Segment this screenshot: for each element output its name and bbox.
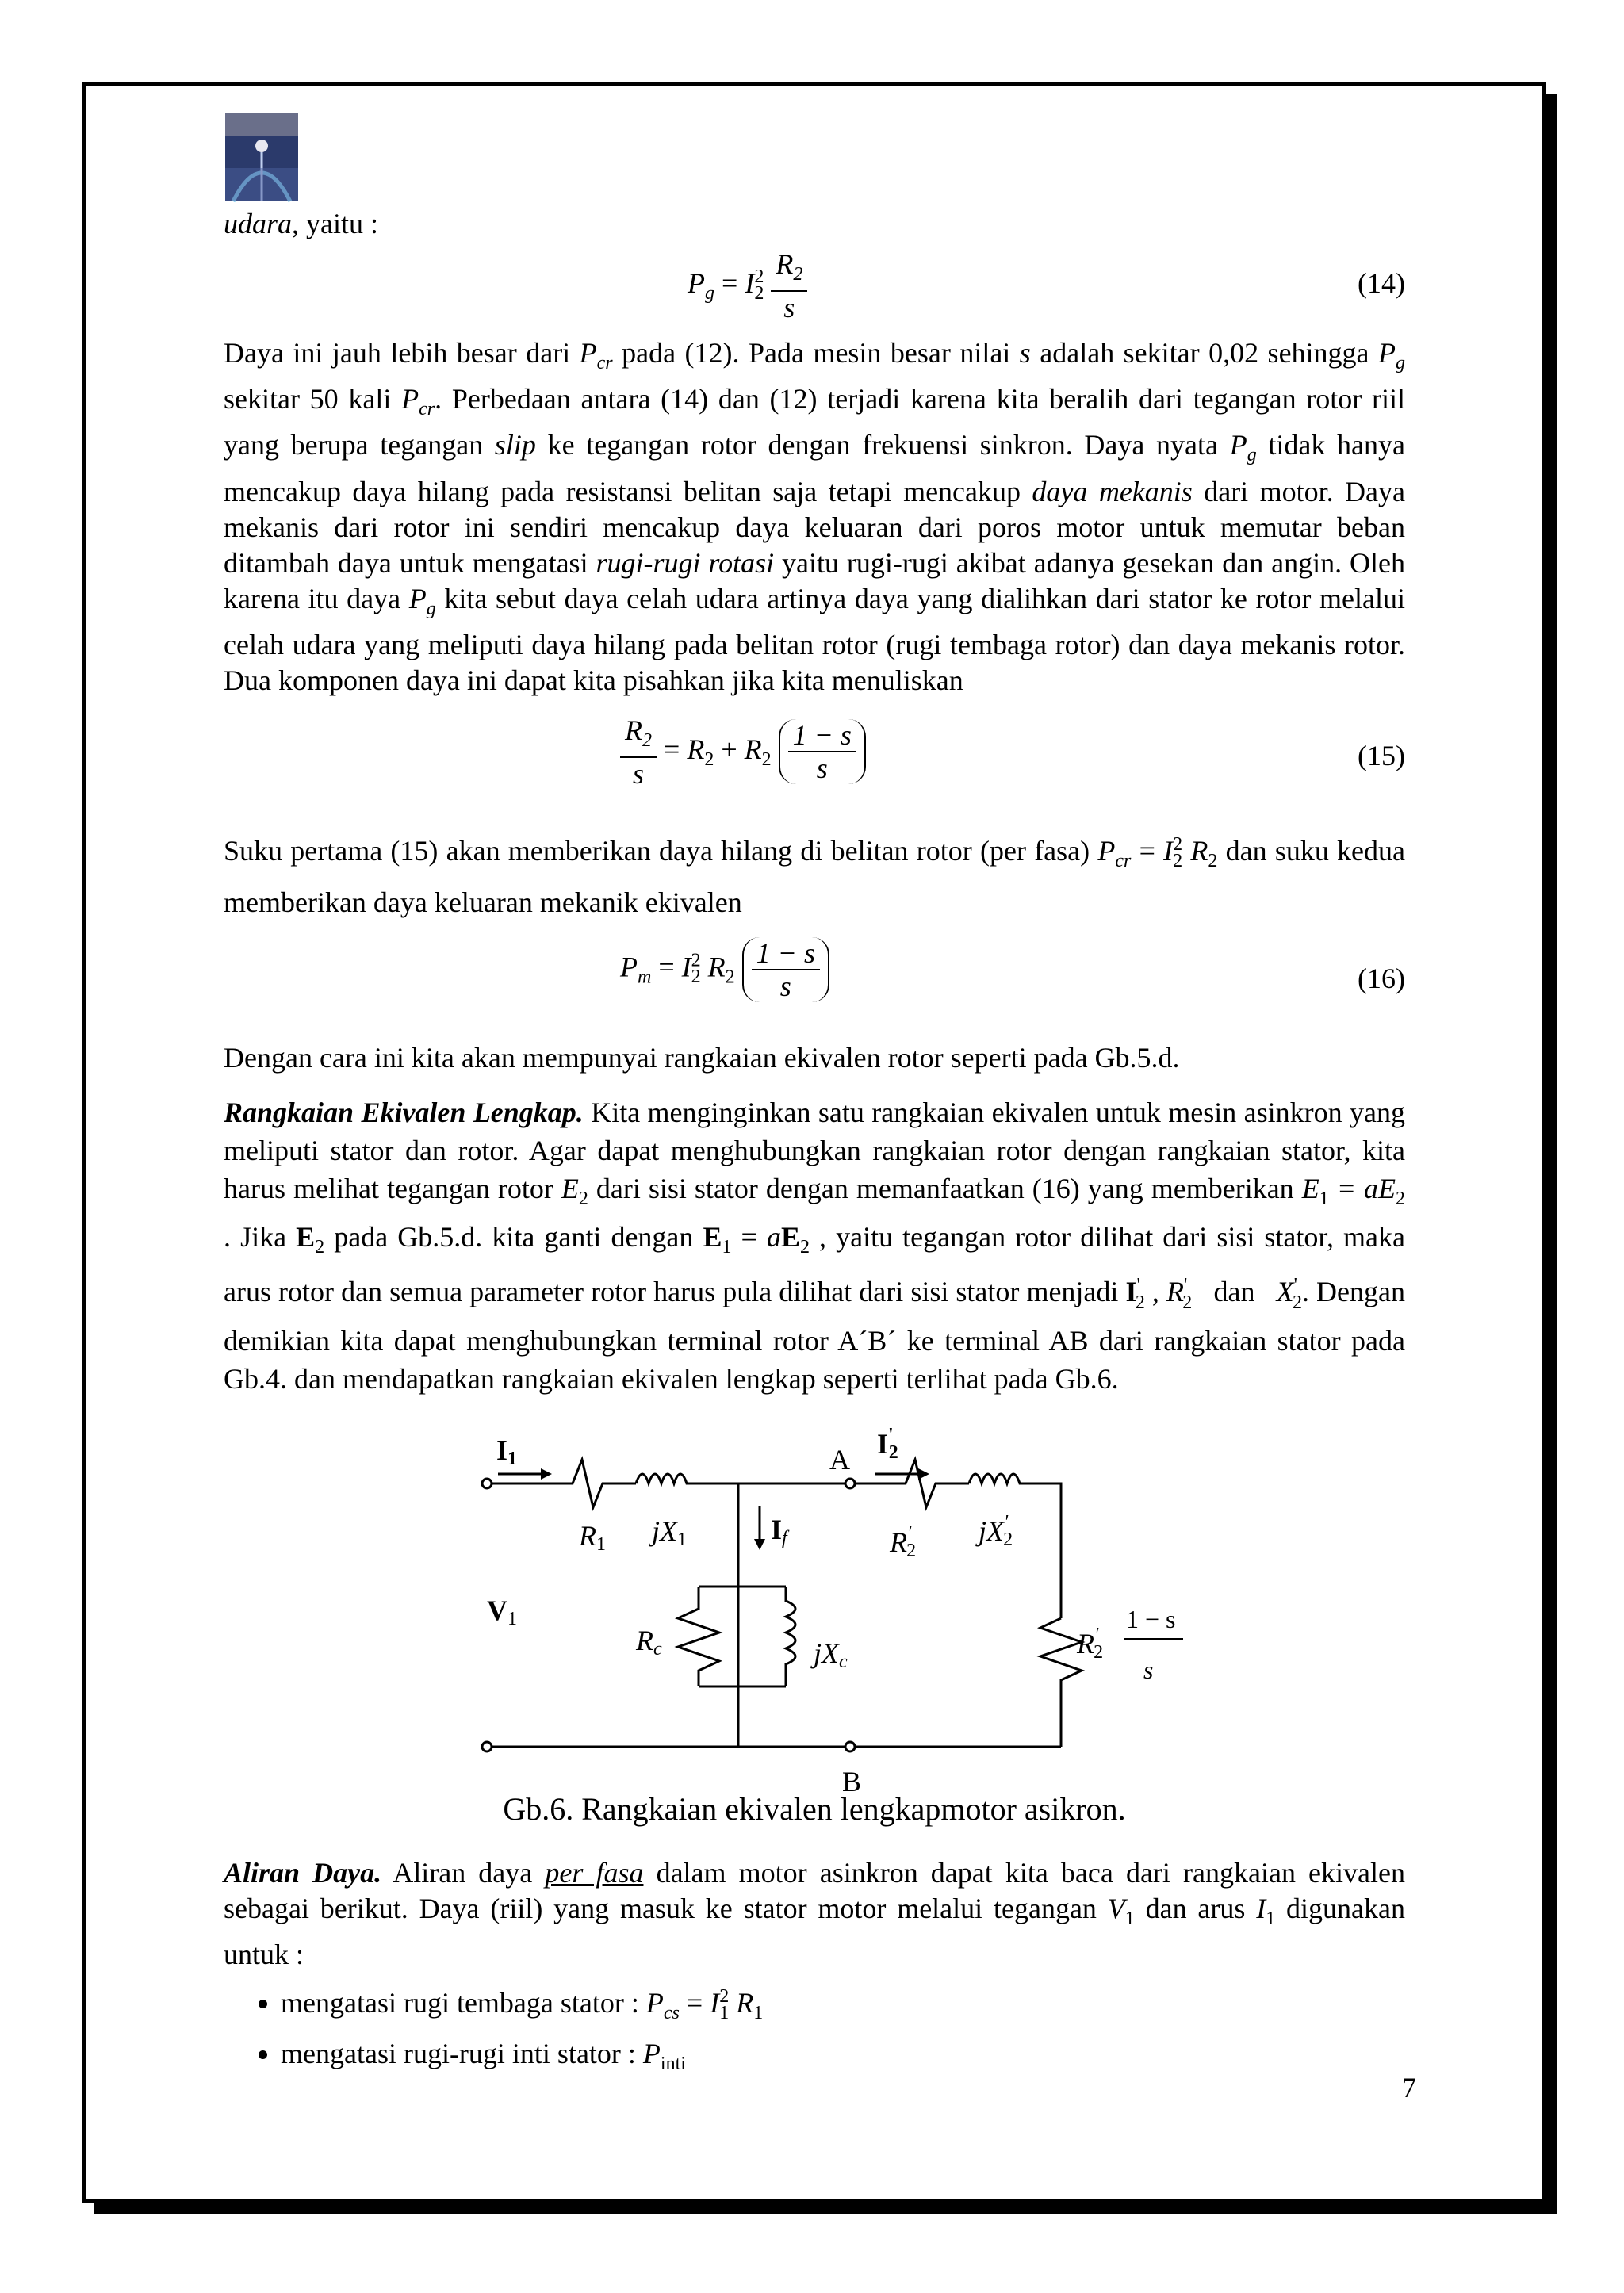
label-i2: I' 2	[877, 1424, 898, 1463]
label-rc: Rc	[636, 1624, 662, 1659]
resistor-rc	[678, 1587, 719, 1686]
eq15-equals: =	[664, 733, 680, 765]
equation-14	[224, 242, 1405, 331]
label-node-a: A	[829, 1443, 850, 1476]
node-b-dot	[845, 1742, 855, 1751]
label-jxc: jXc	[814, 1636, 848, 1672]
label-v1: V1	[487, 1594, 517, 1629]
eq14-lhs-sub: g	[705, 283, 714, 304]
label-node-b: B	[842, 1765, 862, 1797]
eq15-term2: R	[744, 733, 762, 765]
paragraph-rotor-equivalent: Dengan cara ini kita akan mempunyai rangkaian ekivalen rotor seperti pada Gb.5.d.	[224, 1041, 1180, 1074]
label-jx1: jX1	[652, 1514, 687, 1550]
eq14-denominator: s	[783, 292, 795, 324]
label-if: If	[771, 1513, 787, 1548]
eq15-body: $\frac{R_2}{s}$ = $R_2 + R_2$ $\frac{1 - s}{s}$	[620, 714, 866, 790]
eq14-numerator-sub: 2	[793, 264, 803, 285]
label-load-den: s	[1143, 1655, 1154, 1684]
eq14-number: (14)	[1358, 267, 1405, 299]
heading-power-flow: Aliran Daya.	[224, 1856, 382, 1889]
eq14-numerator: R	[776, 248, 794, 280]
figure-caption: Gb.6. Rangkaian ekivalen lengkapmotor asikron.	[503, 1790, 1126, 1827]
eq15-term1: R	[687, 733, 705, 765]
node-a-dot	[845, 1479, 855, 1488]
label-r1: R1	[579, 1519, 606, 1555]
eq15-plus: +	[721, 733, 737, 765]
resistor-load	[1040, 1618, 1082, 1747]
eq14-equals: =	[722, 266, 738, 299]
paragraph-first-term: Suku pertama (15) akan memberikan daya hilang di belitan rotor (per fasa) $P_{cr} = I^2_2$ $R_2$ dan suku kedua memberikan daya keluaran mekanik ekivalen	[224, 833, 1406, 918]
eq14-fraction	[771, 248, 807, 323]
paragraph-power-gap: Daya ini jauh lebih besar dari $P_{cr}$ pada (12). Pada mesin besar nilai s adalah sekitar 0,02 sehingga $P_g$ sekitar 50 kali $P_{cr}$. Perbedaan antara (14) dan (12) terjadi karena kita beralih dari tegangan rotor riil yang berupa tegangan slip ke tegangan rotor dengan frekuensi sinkron. Daya nyata $P_g$ tidak hanya mencakup daya hilang pada resistansi belitan saja tetapi mencakup daya mekanis dari motor. Daya mekanis dari rotor ini sendiri mencakup daya keluaran dari poros motor untuk memutar beban ditambah daya untuk mengatasi rugi-rugi rotasi yaitu rugi-rugi akibat adanya gesekan dan angin. Oleh karena itu daya $P_g$ kita sebut daya celah udara artinya daya yang dialihkan dari stator ke rotor melalui celah udara yang meliputi daya hilang pada belitan rotor (rugi tembaga rotor) dan daya mekanis rotor. Dua komponen daya ini dapat kita pisahkan jika kita menuliskan	[224, 337, 1406, 696]
logo-image	[225, 113, 298, 201]
intro-word: udara	[224, 208, 293, 239]
label-i1: I1	[496, 1434, 518, 1469]
intro-rest: , yaitu :	[292, 208, 378, 239]
eq14-current: I	[745, 266, 755, 299]
heading-full-equivalent: Rangkaian Ekivalen Lengkap.	[224, 1096, 584, 1128]
eq16-parenthesis: $\frac{1 - s}{s}$	[742, 937, 829, 1002]
circuit-diagram	[224, 1412, 1405, 1797]
eq14-current-sup: 2	[754, 266, 764, 287]
paragraph-full-equivalent: Rangkaian Ekivalen Lengkap. Kita menginginkan satu rangkaian ekivalen untuk mesin asinkron yang meliputi stator dan rotor. Agar dapat menghubungkan rangkaian rotor dengan rangkaian stator, kita harus melihat tegangan rotor $E_2$ dari sisi stator dengan memanfaatkan (16) yang memberikan $E_1 = aE_2$ . Jika $E_2$ pada Gb.5.d. kita ganti dengan $E_1 = aE_2$ , yaitu tegangan rotor dilihat dari sisi stator, maka arus rotor dan semua parameter rotor harus pula dilihat dari sisi stator menjadi $I'_2$ , $R'_2$ dan $X'_2$. Dengan demikian kita dapat menghubungkan terminal rotor A´B´ ke terminal AB dari rangkaian stator pada Gb.4. dan mendapatkan rangkaian ekivalen lengkap seperti terlihat pada Gb.6.	[224, 1096, 1406, 1395]
list-item: • mengatasi rugi-rugi inti stator : $P_{inti}$	[281, 2036, 1405, 2082]
eq16-number: (16)	[1358, 962, 1405, 994]
circuit-figure	[224, 1412, 1405, 1797]
eq14-body	[688, 248, 807, 323]
eq15-lhs-fraction: $\frac{R_2}{s}$	[620, 714, 657, 790]
bullet-list	[224, 1979, 1405, 2082]
equation-16	[224, 931, 1405, 1029]
list-item: • mengatasi rugi tembaga stator : $P_{cs} = I^2_1$ $R_1$	[281, 1979, 1405, 2031]
eq15-number: (15)	[1358, 739, 1405, 771]
eq14-current-sub: 2	[754, 283, 764, 304]
inductor-xc	[786, 1587, 795, 1686]
label-r2: R' 2	[890, 1522, 917, 1561]
label-load-num: 1 − s	[1126, 1604, 1176, 1633]
terminal-top-left	[482, 1479, 492, 1488]
page-content	[224, 198, 1405, 2087]
page-number: 7	[1402, 2072, 1416, 2104]
intro-line	[224, 206, 1405, 242]
eq14-lhs: P	[688, 266, 705, 299]
resistor-r2	[874, 1460, 969, 1507]
equation-15	[224, 708, 1405, 810]
eq16-body: $P_m = I^2_2$ $R_2$ $\frac{1 - s}{s}$	[620, 937, 829, 1002]
eq15-parenthesis: $\frac{1 - s}{s}$	[779, 719, 866, 784]
terminal-bottom-left	[482, 1742, 492, 1751]
label-r-load: R' 2	[1077, 1624, 1104, 1663]
label-jx2: jX' 2	[979, 1511, 1013, 1550]
paragraph-power-flow: Aliran Daya. Aliran daya per fasa dalam motor asinkron dapat kita baca dari rangkaian ekivalen sebagai berikut. Daya (riil) yang masuk ke stator motor melalui tegangan $V_1$ dan arus $I_1$ digunakan untuk :	[224, 1856, 1405, 1970]
